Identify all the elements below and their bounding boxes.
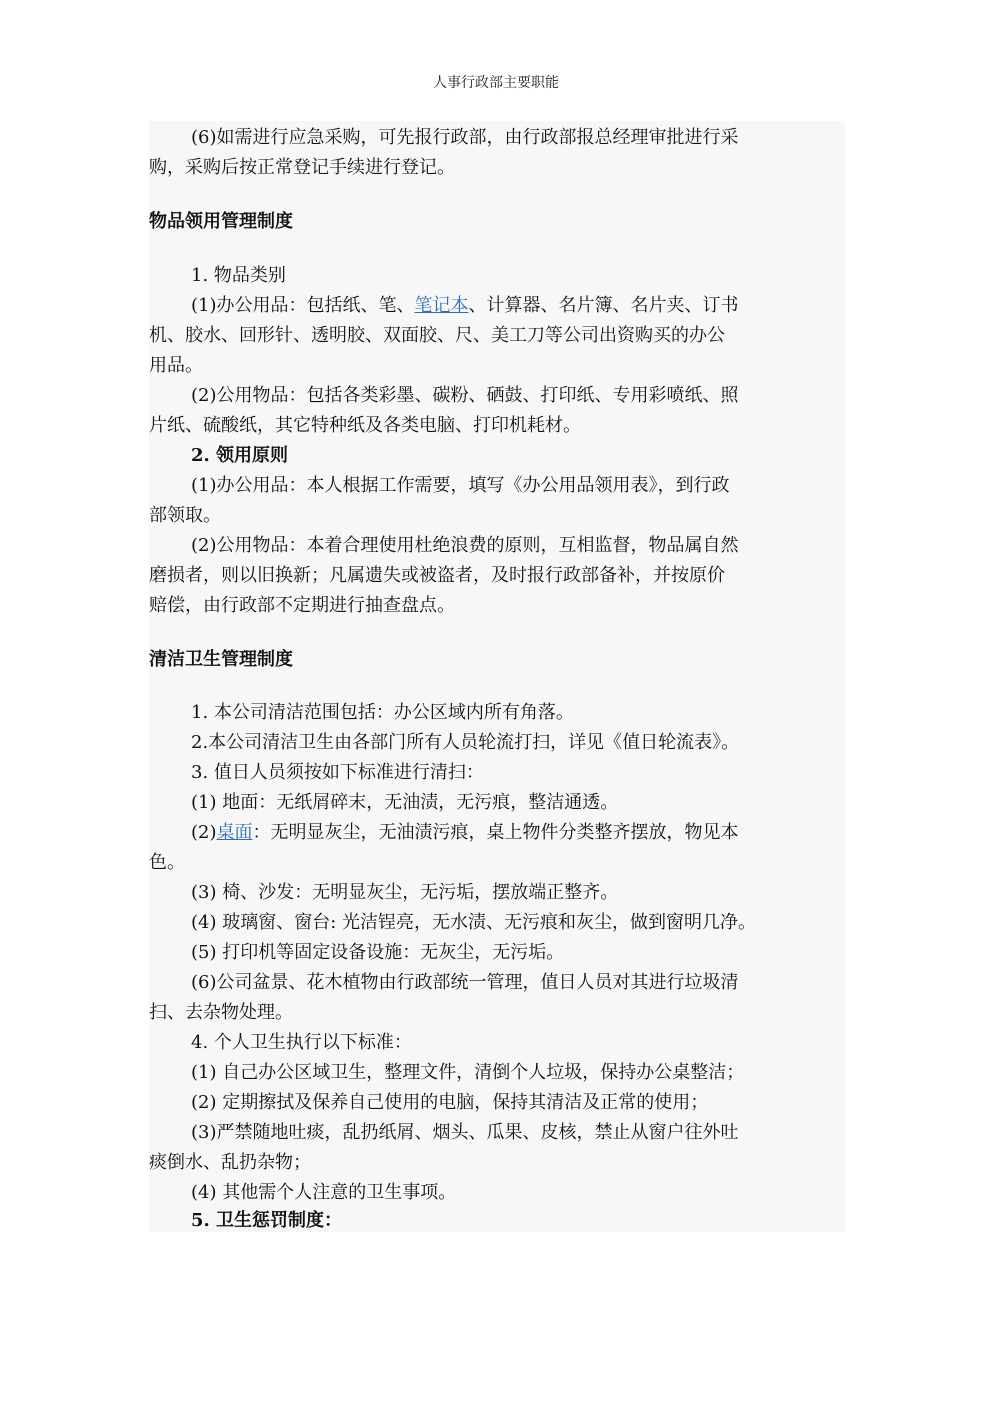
text-line: 色。 [149, 852, 185, 873]
text-line: (2)公用物品：包括各类彩墨、碳粉、硒鼓、打印纸、专用彩喷纸、照 [191, 385, 739, 406]
text-line: (1) 自己办公区域卫生，整理文件，清倒个人垃圾，保持办公桌整洁； [191, 1062, 745, 1083]
text-line: 赔偿，由行政部不定期进行抽查盘点。 [149, 595, 455, 616]
text-line: 2.本公司清洁卫生由各部门所有人员轮流打扫，详见《值日轮流表》。 [191, 732, 740, 753]
text-span: 、计算器、名片簿、名片夹、订书 [468, 295, 739, 316]
text-line: (3) 椅、沙发：无明显灰尘，无污垢，摆放端正整齐。 [191, 882, 619, 903]
text-span: ：无明显灰尘，无油渍污痕，桌上物件分类整齐摆放，物见本 [252, 822, 739, 843]
desktop-link[interactable]: 桌面 [216, 822, 253, 843]
text-line: 部领取。 [149, 505, 221, 526]
text-line: 1. 本公司清洁范围包括：办公区域内所有角落。 [191, 702, 574, 723]
text-span: (2) [191, 822, 217, 843]
text-line: 扫、去杂物处理。 [149, 1002, 293, 1023]
text-line: (1) 地面：无纸屑碎末，无油渍，无污痕，整洁通透。 [191, 792, 619, 813]
text-line: 1. 物品类别 [191, 265, 286, 286]
notebook-link[interactable]: 笔记本 [414, 295, 469, 316]
text-line-with-link [191, 821, 845, 845]
text-line: (1)办公用品：本人根据工作需要，填写《办公用品领用表》，到行政 [191, 475, 730, 496]
text-span: (1)办公用品：包括纸、笔、 [191, 295, 415, 316]
section-heading-supplies: 物品领用管理制度 [149, 211, 293, 232]
text-line: 片纸、硫酸纸，其它特种纸及各类电脑、打印机耗材。 [149, 415, 581, 436]
section-heading-cleaning: 清洁卫生管理制度 [149, 649, 293, 670]
text-line: 3. 值日人员须按如下标准进行清扫： [191, 762, 484, 783]
text-line: (6)如需进行应急采购，可先报行政部，由行政部报总经理审批进行采 [191, 127, 739, 148]
page-header-title: 人事行政部主要职能 [433, 75, 559, 91]
text-line: (3)严禁随地吐痰，乱扔纸屑、烟头、瓜果、皮核，禁止从窗户往外吐 [191, 1122, 739, 1143]
text-line: 磨损者，则以旧换新；凡属遗失或被盗者，及时报行政部备补，并按原价 [149, 565, 725, 586]
text-line: (4) 其他需个人注意的卫生事项。 [191, 1182, 457, 1203]
text-line: (2) 定期擦拭及保养自己使用的电脑，保持其清洁及正常的使用； [191, 1092, 709, 1113]
text-line: 5. 卫生惩罚制度： [191, 1210, 343, 1231]
text-line-with-link [191, 294, 845, 318]
text-line: (5) 打印机等固定设备设施：无灰尘，无污垢。 [191, 942, 565, 963]
text-line: 痰倒水、乱扔杂物； [149, 1152, 311, 1173]
document-body [149, 121, 845, 1232]
text-line: 2. 领用原则 [191, 445, 289, 466]
text-line: (4) 玻璃窗、窗台: 光洁锃亮，无水渍、无污痕和灰尘，做到窗明几净。 [191, 912, 757, 933]
text-line: (6)公司盆景、花木植物由行政部统一管理，值日人员对其进行垃圾清 [191, 972, 739, 993]
text-line: 机、胶水、回形针、透明胶、双面胶、尺、美工刀等公司出资购买的办公 [149, 325, 725, 346]
text-line: 购，采购后按正常登记手续进行登记。 [149, 157, 455, 178]
text-line: 用品。 [149, 355, 203, 376]
text-line: 4. 个人卫生执行以下标准： [191, 1032, 412, 1053]
text-line: (2)公用物品：本着合理使用杜绝浪费的原则，互相监督，物品属自然 [191, 535, 739, 556]
